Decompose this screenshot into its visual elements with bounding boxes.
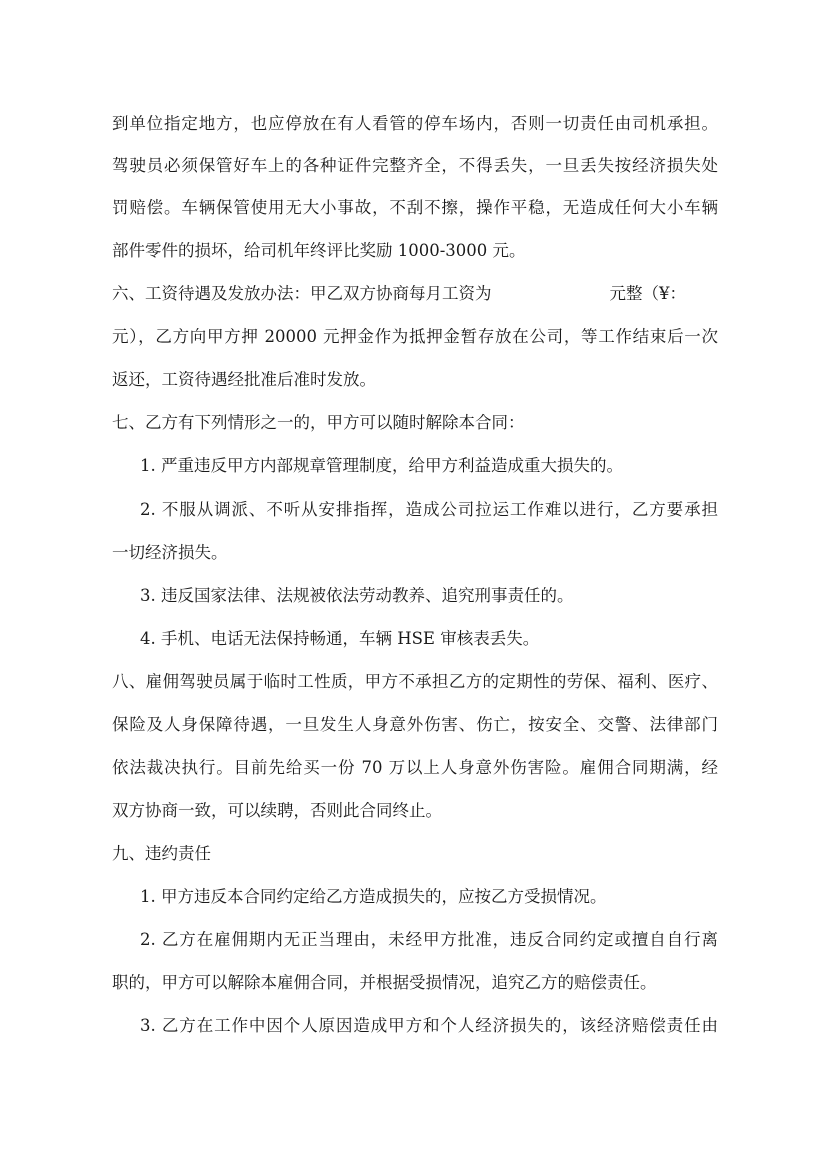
section-heading: 七、乙方有下列情形之一的，甲方可以随时解除本合同： — [112, 413, 525, 432]
salary-suffix: 元整（¥： — [609, 284, 686, 303]
text-line-salary — [112, 283, 718, 305]
list-item: 2. 不服从调派、不听从安排指挥，造成公司拉运工作难以进行，乙方要承担 — [140, 500, 718, 519]
text-line: 罚赔偿。车辆保管使用无大小事故，不刮不擦，操作平稳，无造成任何大小车辆 — [112, 198, 718, 217]
list-item: 1. 甲方违反本合同约定给乙方造成损失的，应按乙方受损情况。 — [140, 887, 607, 906]
text-line: 到单位指定地方，也应停放在有人看管的停车场内，否则一切责任由司机承担。 — [112, 114, 718, 133]
list-item: 3. 违反国家法律、法规被依法劳动教养、追究刑事责任的。 — [140, 586, 574, 605]
text-line: 部件零件的损坏，给司机年终评比奖励 1000-3000 元。 — [112, 241, 526, 260]
text-line: 职的，甲方可以解除本雇佣合同，并根据受损情况，追究乙方的赔偿责任。 — [112, 973, 657, 992]
list-item: 4. 手机、电话无法保持畅通，车辆 HSE 审核表丢失。 — [140, 629, 540, 648]
list-item: 2. 乙方在雇佣期内无正当理由，未经甲方批准，违反合同约定或擅自自行离 — [140, 930, 718, 949]
list-item: 3. 乙方在工作中因个人原因造成甲方和个人经济损失的，该经济赔偿责任由 — [140, 1016, 718, 1035]
text-line: 依法裁决执行。目前先给买一份 70 万以上人身意外伤害险。雇佣合同期满，经 — [112, 758, 718, 777]
text-line: 返还，工资待遇经批准后准时发放。 — [112, 370, 376, 389]
salary-label: 六、工资待遇及发放办法：甲乙双方协商每月工资为 — [112, 284, 492, 303]
text-line: 一切经济损失。 — [112, 543, 228, 562]
section-heading: 九、违约责任 — [112, 844, 211, 863]
text-line: 保险及人身保障待遇，一旦发生人身意外伤害、伤亡，按安全、交警、法律部门 — [112, 715, 718, 734]
text-line: 双方协商一致，可以续聘，否则此合同终止。 — [112, 801, 442, 820]
text-line: 八、雇佣驾驶员属于临时工性质，甲方不承担乙方的定期性的劳保、福利、医疗、 — [112, 672, 718, 691]
text-line: 元），乙方向甲方押 20000 元押金作为抵押金暂存放在公司，等工作结束后一次 — [112, 327, 718, 346]
text-line: 驾驶员必须保管好车上的各种证件完整齐全，不得丢失，一旦丢失按经济损失处 — [112, 156, 718, 175]
list-item: 1. 严重违反甲方内部规章管理制度，给甲方利益造成重大损失的。 — [140, 456, 623, 475]
